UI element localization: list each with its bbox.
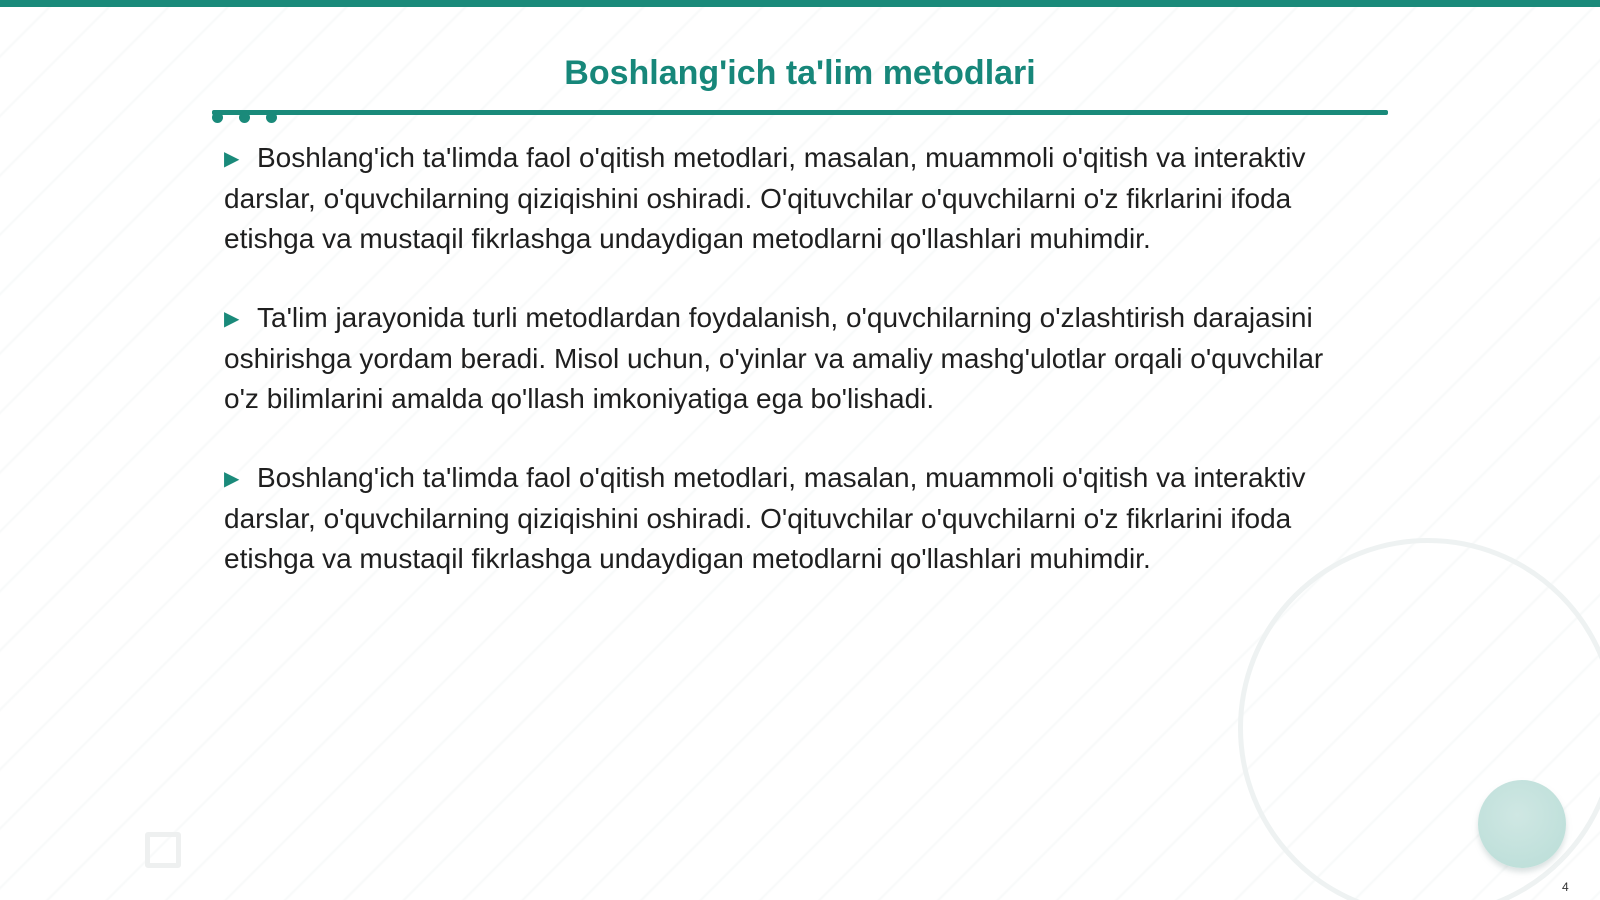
bullet-list [224, 138, 1359, 618]
bullet-text: Boshlang'ich ta'limda faol o'qitish metodlari, masalan, muammoli o'qitish va interaktiv darslar, o'quvchilarning qiziqishini oshiradi. O'qituvchilar o'quvchilarni o'z fikrlarini ifoda etishga va mustaqil fikrlashga undaydigan metodlarni qo'llashlari muhimdir. [224, 142, 1306, 254]
top-accent-bar [0, 0, 1600, 7]
decorative-bubble [1478, 780, 1566, 868]
bullet-item-2 [224, 298, 1359, 419]
bullet-text: Boshlang'ich ta'limda faol o'qitish metodlari, masalan, muammoli o'qitish va interaktiv darslar, o'quvchilarning qiziqishini oshiradi. O'qituvchilar o'quvchilarni o'z fikrlarini ifoda etishga va mustaqil fikrlashga undaydigan metodlarni qo'llashlari muhimdir. [224, 462, 1306, 574]
decorative-dots [212, 112, 277, 124]
bullet-text: Ta'lim jarayonida turli metodlardan foydalanish, o'quvchilarning o'zlashtirish darajasini oshirishga yordam beradi. Misol uchun, o'yinlar va amaliy mashg'ulotlar orqali o'quvchilar o'z bilimlarini amalda qo'llash imkoniyatiga ega bo'lishadi. [224, 302, 1324, 414]
triangle-right-icon: ▶ [224, 308, 240, 330]
dot-icon [212, 112, 223, 123]
bullet-item-3 [224, 458, 1359, 579]
triangle-right-icon: ▶ [224, 148, 240, 170]
bullet-item-1 [224, 138, 1359, 259]
dot-icon [266, 112, 277, 123]
slide-title: Boshlang'ich ta'lim metodlari [564, 54, 1036, 92]
dot-icon [239, 112, 250, 123]
page-number: 4 [1562, 880, 1569, 894]
decorative-square [145, 832, 181, 868]
triangle-right-icon: ▶ [224, 468, 240, 490]
title-underline [212, 110, 1388, 115]
